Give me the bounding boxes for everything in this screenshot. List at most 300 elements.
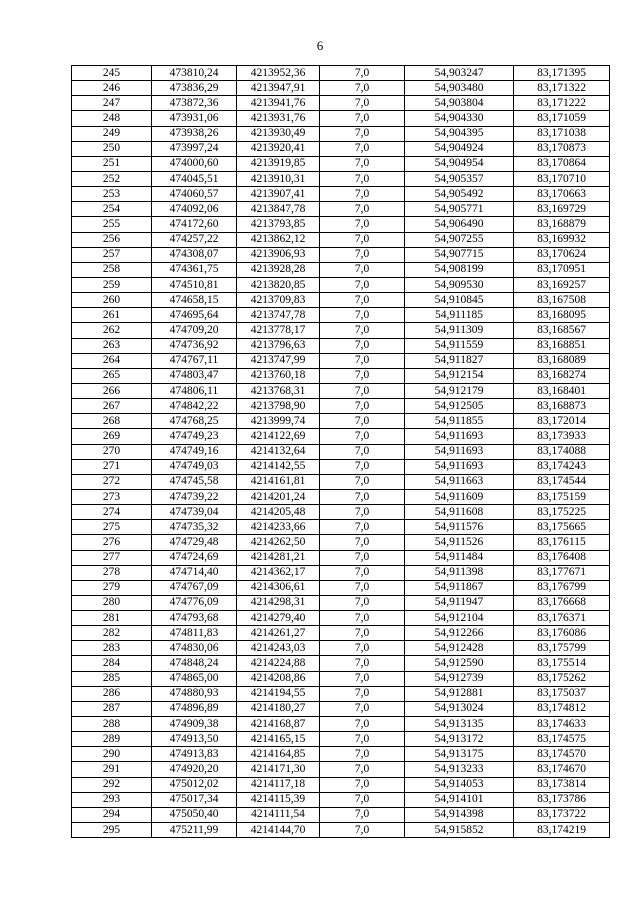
latitude-cell: 54,911609	[405, 489, 514, 504]
y-coordinate-cell: 4213910,31	[237, 171, 320, 186]
value-cell: 7,0	[320, 111, 405, 126]
table-row	[72, 732, 610, 747]
longitude-cell: 83,169932	[514, 232, 610, 247]
latitude-cell: 54,912881	[405, 686, 514, 701]
y-coordinate-cell: 4213941,76	[237, 96, 320, 111]
table-row	[72, 323, 610, 338]
y-coordinate-cell: 4214233,66	[237, 520, 320, 535]
longitude-cell: 83,169729	[514, 202, 610, 217]
y-coordinate-cell: 4214281,21	[237, 550, 320, 565]
point-number-cell: 255	[72, 217, 152, 232]
value-cell: 7,0	[320, 747, 405, 762]
latitude-cell: 54,905492	[405, 187, 514, 202]
value-cell: 7,0	[320, 262, 405, 277]
x-coordinate-cell: 474767,09	[152, 580, 237, 595]
y-coordinate-cell: 4214262,50	[237, 535, 320, 550]
x-coordinate-cell: 474739,22	[152, 489, 237, 504]
x-coordinate-cell: 475211,99	[152, 823, 237, 838]
latitude-cell: 54,912104	[405, 611, 514, 626]
value-cell: 7,0	[320, 656, 405, 671]
x-coordinate-cell: 474896,89	[152, 701, 237, 716]
x-coordinate-cell: 474913,83	[152, 747, 237, 762]
table-row	[72, 762, 610, 777]
longitude-cell: 83,175665	[514, 520, 610, 535]
x-coordinate-cell: 474865,00	[152, 671, 237, 686]
x-coordinate-cell: 474776,09	[152, 595, 237, 610]
point-number-cell: 254	[72, 202, 152, 217]
longitude-cell: 83,174243	[514, 459, 610, 474]
y-coordinate-cell: 4213920,41	[237, 141, 320, 156]
y-coordinate-cell: 4213947,91	[237, 81, 320, 96]
point-number-cell: 260	[72, 293, 152, 308]
value-cell: 7,0	[320, 277, 405, 292]
value-cell: 7,0	[320, 611, 405, 626]
y-coordinate-cell: 4213747,78	[237, 308, 320, 323]
x-coordinate-cell: 474803,47	[152, 368, 237, 383]
longitude-cell: 83,169257	[514, 277, 610, 292]
point-number-cell: 265	[72, 368, 152, 383]
value-cell: 7,0	[320, 383, 405, 398]
y-coordinate-cell: 4213796,63	[237, 338, 320, 353]
latitude-cell: 54,911827	[405, 353, 514, 368]
table-row	[72, 505, 610, 520]
x-coordinate-cell: 474308,07	[152, 247, 237, 262]
value-cell: 7,0	[320, 701, 405, 716]
latitude-cell: 54,911693	[405, 459, 514, 474]
y-coordinate-cell: 4213928,28	[237, 262, 320, 277]
point-number-cell: 274	[72, 505, 152, 520]
table-row	[72, 353, 610, 368]
value-cell: 7,0	[320, 550, 405, 565]
y-coordinate-cell: 4214298,31	[237, 595, 320, 610]
longitude-cell: 83,168274	[514, 368, 610, 383]
x-coordinate-cell: 474724,69	[152, 550, 237, 565]
y-coordinate-cell: 4214243,03	[237, 641, 320, 656]
latitude-cell: 54,905357	[405, 171, 514, 186]
longitude-cell: 83,170864	[514, 156, 610, 171]
longitude-cell: 83,173786	[514, 792, 610, 807]
value-cell: 7,0	[320, 686, 405, 701]
y-coordinate-cell: 4214111,54	[237, 807, 320, 822]
longitude-cell: 83,168873	[514, 399, 610, 414]
x-coordinate-cell: 474000,60	[152, 156, 237, 171]
longitude-cell: 83,171222	[514, 96, 610, 111]
y-coordinate-cell: 4214171,30	[237, 762, 320, 777]
x-coordinate-cell: 473931,06	[152, 111, 237, 126]
latitude-cell: 54,903480	[405, 81, 514, 96]
y-coordinate-cell: 4213952,36	[237, 66, 320, 81]
x-coordinate-cell: 473938,26	[152, 126, 237, 141]
point-number-cell: 280	[72, 595, 152, 610]
point-number-cell: 286	[72, 686, 152, 701]
table-row	[72, 262, 610, 277]
y-coordinate-cell: 4214306,61	[237, 580, 320, 595]
x-coordinate-cell: 474745,58	[152, 474, 237, 489]
longitude-cell: 83,170624	[514, 247, 610, 262]
value-cell: 7,0	[320, 459, 405, 474]
latitude-cell: 54,913172	[405, 732, 514, 747]
longitude-cell: 83,176371	[514, 611, 610, 626]
x-coordinate-cell: 474092,06	[152, 202, 237, 217]
latitude-cell: 54,907255	[405, 232, 514, 247]
x-coordinate-cell: 474880,93	[152, 686, 237, 701]
point-number-cell: 279	[72, 580, 152, 595]
longitude-cell: 83,175225	[514, 505, 610, 520]
y-coordinate-cell: 4213709,83	[237, 293, 320, 308]
x-coordinate-cell: 474172,60	[152, 217, 237, 232]
table-row	[72, 656, 610, 671]
table-row	[72, 671, 610, 686]
point-number-cell: 259	[72, 277, 152, 292]
value-cell: 7,0	[320, 671, 405, 686]
latitude-cell: 54,915852	[405, 823, 514, 838]
value-cell: 7,0	[320, 762, 405, 777]
y-coordinate-cell: 4213778,17	[237, 323, 320, 338]
table-row	[72, 474, 610, 489]
value-cell: 7,0	[320, 293, 405, 308]
y-coordinate-cell: 4214194,55	[237, 686, 320, 701]
table-row	[72, 293, 610, 308]
x-coordinate-cell: 474767,11	[152, 353, 237, 368]
table-row	[72, 641, 610, 656]
x-coordinate-cell: 474909,38	[152, 717, 237, 732]
x-coordinate-cell: 474361,75	[152, 262, 237, 277]
longitude-cell: 83,176408	[514, 550, 610, 565]
value-cell: 7,0	[320, 626, 405, 641]
value-cell: 7,0	[320, 66, 405, 81]
point-number-cell: 272	[72, 474, 152, 489]
latitude-cell: 54,903804	[405, 96, 514, 111]
latitude-cell: 54,912154	[405, 368, 514, 383]
latitude-cell: 54,904954	[405, 156, 514, 171]
x-coordinate-cell: 474257,22	[152, 232, 237, 247]
value-cell: 7,0	[320, 807, 405, 822]
x-coordinate-cell: 474811,83	[152, 626, 237, 641]
table-row	[72, 368, 610, 383]
point-number-cell: 287	[72, 701, 152, 716]
value-cell: 7,0	[320, 187, 405, 202]
table-row	[72, 96, 610, 111]
latitude-cell: 54,911484	[405, 550, 514, 565]
x-coordinate-cell: 474749,03	[152, 459, 237, 474]
y-coordinate-cell: 4214180,27	[237, 701, 320, 716]
point-number-cell: 257	[72, 247, 152, 262]
value-cell: 7,0	[320, 126, 405, 141]
latitude-cell: 54,913233	[405, 762, 514, 777]
x-coordinate-cell: 474736,92	[152, 338, 237, 353]
x-coordinate-cell: 475012,02	[152, 777, 237, 792]
point-number-cell: 267	[72, 399, 152, 414]
latitude-cell: 54,912739	[405, 671, 514, 686]
longitude-cell: 83,170663	[514, 187, 610, 202]
y-coordinate-cell: 4213999,74	[237, 414, 320, 429]
x-coordinate-cell: 475050,40	[152, 807, 237, 822]
latitude-cell: 54,911867	[405, 580, 514, 595]
point-number-cell: 269	[72, 429, 152, 444]
value-cell: 7,0	[320, 156, 405, 171]
y-coordinate-cell: 4214165,15	[237, 732, 320, 747]
table-row	[72, 111, 610, 126]
longitude-cell: 83,175262	[514, 671, 610, 686]
x-coordinate-cell: 474714,40	[152, 565, 237, 580]
value-cell: 7,0	[320, 777, 405, 792]
point-number-cell: 289	[72, 732, 152, 747]
longitude-cell: 83,168567	[514, 323, 610, 338]
x-coordinate-cell: 474045,51	[152, 171, 237, 186]
value-cell: 7,0	[320, 823, 405, 838]
longitude-cell: 83,174812	[514, 701, 610, 716]
table-row	[72, 383, 610, 398]
table-row	[72, 232, 610, 247]
y-coordinate-cell: 4214205,48	[237, 505, 320, 520]
longitude-cell: 83,173722	[514, 807, 610, 822]
x-coordinate-cell: 474830,06	[152, 641, 237, 656]
latitude-cell: 54,911693	[405, 429, 514, 444]
latitude-cell: 54,911526	[405, 535, 514, 550]
longitude-cell: 83,174570	[514, 747, 610, 762]
value-cell: 7,0	[320, 429, 405, 444]
longitude-cell: 83,171038	[514, 126, 610, 141]
table-row	[72, 277, 610, 292]
longitude-cell: 83,176086	[514, 626, 610, 641]
latitude-cell: 54,911693	[405, 444, 514, 459]
table-row	[72, 308, 610, 323]
latitude-cell: 54,912590	[405, 656, 514, 671]
y-coordinate-cell: 4214142,55	[237, 459, 320, 474]
x-coordinate-cell: 474806,11	[152, 383, 237, 398]
value-cell: 7,0	[320, 247, 405, 262]
point-number-cell: 273	[72, 489, 152, 504]
value-cell: 7,0	[320, 565, 405, 580]
y-coordinate-cell: 4213930,49	[237, 126, 320, 141]
point-number-cell: 288	[72, 717, 152, 732]
y-coordinate-cell: 4214208,86	[237, 671, 320, 686]
point-number-cell: 249	[72, 126, 152, 141]
point-number-cell: 276	[72, 535, 152, 550]
y-coordinate-cell: 4214224,88	[237, 656, 320, 671]
longitude-cell: 83,170873	[514, 141, 610, 156]
table-row	[72, 701, 610, 716]
point-number-cell: 252	[72, 171, 152, 186]
table-row	[72, 459, 610, 474]
longitude-cell: 83,168879	[514, 217, 610, 232]
latitude-cell: 54,913024	[405, 701, 514, 716]
value-cell: 7,0	[320, 308, 405, 323]
point-number-cell: 248	[72, 111, 152, 126]
y-coordinate-cell: 4213907,41	[237, 187, 320, 202]
y-coordinate-cell: 4213847,78	[237, 202, 320, 217]
table-row	[72, 247, 610, 262]
longitude-cell: 83,168851	[514, 338, 610, 353]
value-cell: 7,0	[320, 444, 405, 459]
value-cell: 7,0	[320, 81, 405, 96]
latitude-cell: 54,904330	[405, 111, 514, 126]
latitude-cell: 54,914398	[405, 807, 514, 822]
y-coordinate-cell: 4213768,31	[237, 383, 320, 398]
point-number-cell: 262	[72, 323, 152, 338]
value-cell: 7,0	[320, 792, 405, 807]
y-coordinate-cell: 4213760,18	[237, 368, 320, 383]
table-row	[72, 686, 610, 701]
longitude-cell: 83,176115	[514, 535, 610, 550]
longitude-cell: 83,175514	[514, 656, 610, 671]
latitude-cell: 54,914101	[405, 792, 514, 807]
latitude-cell: 54,906490	[405, 217, 514, 232]
value-cell: 7,0	[320, 580, 405, 595]
point-number-cell: 281	[72, 611, 152, 626]
y-coordinate-cell: 4213919,85	[237, 156, 320, 171]
x-coordinate-cell: 474848,24	[152, 656, 237, 671]
value-cell: 7,0	[320, 535, 405, 550]
table-row	[72, 580, 610, 595]
y-coordinate-cell: 4214132,64	[237, 444, 320, 459]
y-coordinate-cell: 4213820,85	[237, 277, 320, 292]
value-cell: 7,0	[320, 232, 405, 247]
point-number-cell: 284	[72, 656, 152, 671]
point-number-cell: 251	[72, 156, 152, 171]
latitude-cell: 54,912179	[405, 383, 514, 398]
table-row	[72, 187, 610, 202]
latitude-cell: 54,911185	[405, 308, 514, 323]
longitude-cell: 83,174088	[514, 444, 610, 459]
latitude-cell: 54,911663	[405, 474, 514, 489]
latitude-cell: 54,905771	[405, 202, 514, 217]
y-coordinate-cell: 4214115,39	[237, 792, 320, 807]
x-coordinate-cell: 474842,22	[152, 399, 237, 414]
longitude-cell: 83,173814	[514, 777, 610, 792]
latitude-cell: 54,907715	[405, 247, 514, 262]
y-coordinate-cell: 4213747,99	[237, 353, 320, 368]
coordinates-table-body	[72, 66, 610, 838]
table-row	[72, 217, 610, 232]
latitude-cell: 54,913175	[405, 747, 514, 762]
longitude-cell: 83,175799	[514, 641, 610, 656]
value-cell: 7,0	[320, 474, 405, 489]
y-coordinate-cell: 4214168,87	[237, 717, 320, 732]
x-coordinate-cell: 473997,24	[152, 141, 237, 156]
point-number-cell: 283	[72, 641, 152, 656]
coordinates-table	[71, 65, 610, 838]
point-number-cell: 256	[72, 232, 152, 247]
point-number-cell: 282	[72, 626, 152, 641]
table-row	[72, 807, 610, 822]
x-coordinate-cell: 473810,24	[152, 66, 237, 81]
table-row	[72, 565, 610, 580]
point-number-cell: 271	[72, 459, 152, 474]
latitude-cell: 54,904395	[405, 126, 514, 141]
longitude-cell: 83,168095	[514, 308, 610, 323]
x-coordinate-cell: 474735,32	[152, 520, 237, 535]
table-row	[72, 66, 610, 81]
value-cell: 7,0	[320, 217, 405, 232]
latitude-cell: 54,912505	[405, 399, 514, 414]
value-cell: 7,0	[320, 520, 405, 535]
latitude-cell: 54,911559	[405, 338, 514, 353]
y-coordinate-cell: 4214362,17	[237, 565, 320, 580]
longitude-cell: 83,170710	[514, 171, 610, 186]
value-cell: 7,0	[320, 505, 405, 520]
x-coordinate-cell: 474739,04	[152, 505, 237, 520]
point-number-cell: 285	[72, 671, 152, 686]
x-coordinate-cell: 474793,68	[152, 611, 237, 626]
value-cell: 7,0	[320, 414, 405, 429]
longitude-cell: 83,174670	[514, 762, 610, 777]
table-row	[72, 535, 610, 550]
longitude-cell: 83,175159	[514, 489, 610, 504]
table-row	[72, 823, 610, 838]
y-coordinate-cell: 4214161,81	[237, 474, 320, 489]
table-row	[72, 777, 610, 792]
longitude-cell: 83,175037	[514, 686, 610, 701]
x-coordinate-cell: 474510,81	[152, 277, 237, 292]
latitude-cell: 54,910845	[405, 293, 514, 308]
value-cell: 7,0	[320, 96, 405, 111]
latitude-cell: 54,903247	[405, 66, 514, 81]
latitude-cell: 54,912266	[405, 626, 514, 641]
point-number-cell: 291	[72, 762, 152, 777]
value-cell: 7,0	[320, 595, 405, 610]
longitude-cell: 83,174219	[514, 823, 610, 838]
latitude-cell: 54,908199	[405, 262, 514, 277]
y-coordinate-cell: 4214117,18	[237, 777, 320, 792]
value-cell: 7,0	[320, 353, 405, 368]
longitude-cell: 83,173933	[514, 429, 610, 444]
table-row	[72, 792, 610, 807]
point-number-cell: 270	[72, 444, 152, 459]
x-coordinate-cell: 473836,29	[152, 81, 237, 96]
longitude-cell: 83,177671	[514, 565, 610, 580]
y-coordinate-cell: 4214261,27	[237, 626, 320, 641]
table-row	[72, 595, 610, 610]
point-number-cell: 264	[72, 353, 152, 368]
y-coordinate-cell: 4214164,85	[237, 747, 320, 762]
longitude-cell: 83,172014	[514, 414, 610, 429]
point-number-cell: 261	[72, 308, 152, 323]
point-number-cell: 266	[72, 383, 152, 398]
table-row	[72, 489, 610, 504]
x-coordinate-cell: 474658,15	[152, 293, 237, 308]
y-coordinate-cell: 4214122,69	[237, 429, 320, 444]
latitude-cell: 54,911309	[405, 323, 514, 338]
table-row	[72, 611, 610, 626]
table-row	[72, 717, 610, 732]
value-cell: 7,0	[320, 202, 405, 217]
x-coordinate-cell: 474913,50	[152, 732, 237, 747]
point-number-cell: 275	[72, 520, 152, 535]
point-number-cell: 250	[72, 141, 152, 156]
y-coordinate-cell: 4213931,76	[237, 111, 320, 126]
point-number-cell: 253	[72, 187, 152, 202]
point-number-cell: 278	[72, 565, 152, 580]
longitude-cell: 83,174575	[514, 732, 610, 747]
latitude-cell: 54,911947	[405, 595, 514, 610]
point-number-cell: 263	[72, 338, 152, 353]
value-cell: 7,0	[320, 323, 405, 338]
point-number-cell: 293	[72, 792, 152, 807]
latitude-cell: 54,911855	[405, 414, 514, 429]
table-row	[72, 81, 610, 96]
latitude-cell: 54,913135	[405, 717, 514, 732]
table-row	[72, 520, 610, 535]
y-coordinate-cell: 4214144,70	[237, 823, 320, 838]
y-coordinate-cell: 4214201,24	[237, 489, 320, 504]
value-cell: 7,0	[320, 338, 405, 353]
point-number-cell: 292	[72, 777, 152, 792]
table-row	[72, 414, 610, 429]
point-number-cell: 247	[72, 96, 152, 111]
table-row	[72, 202, 610, 217]
table-row	[72, 444, 610, 459]
